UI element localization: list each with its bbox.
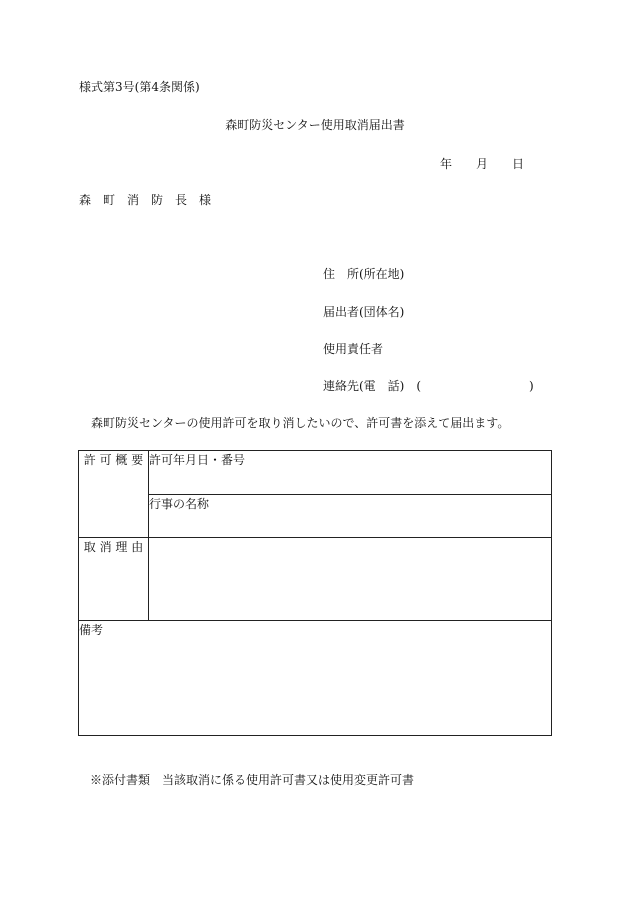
cancel-reason-field[interactable] (149, 538, 552, 621)
contact-phone-label: 連絡先(電 話) ( ) (323, 379, 534, 393)
remarks-label: 備考 (79, 623, 104, 637)
table-row (79, 621, 552, 736)
addressee: 森 町 消 防 長 様 (79, 193, 212, 207)
responsible-person-label: 使用責任者 (323, 342, 384, 356)
table-row (79, 451, 552, 495)
cancel-reason-label: 取 消 理 由 (79, 538, 149, 621)
attachment-note: ※添付書類 当該取消に係る使用許可書又は使用変更許可書 (90, 773, 415, 787)
cancellation-form-table (78, 450, 552, 736)
permit-date-number-field[interactable] (149, 451, 552, 495)
table-row (79, 495, 552, 538)
document-title: 森町防災センター使用取消届出書 (225, 118, 405, 132)
permit-overview-label: 許 可 概 要 (79, 451, 149, 538)
date-line: 年 月 日 (440, 157, 525, 171)
remarks-field[interactable] (79, 621, 552, 736)
table-row (79, 538, 552, 621)
permit-date-number-label: 許可年月日・番号 (149, 453, 246, 467)
event-name-label: 行事の名称 (149, 497, 210, 511)
body-text: 森町防災センターの使用許可を取り消したいので、許可書を添えて届出ます。 (91, 416, 510, 430)
applicant-address-label: 住 所(所在地) (323, 267, 405, 281)
applicant-name-label: 届出者(団体名) (323, 305, 405, 319)
event-name-field[interactable] (149, 495, 552, 538)
form-number: 様式第3号(第4条関係) (79, 80, 200, 94)
